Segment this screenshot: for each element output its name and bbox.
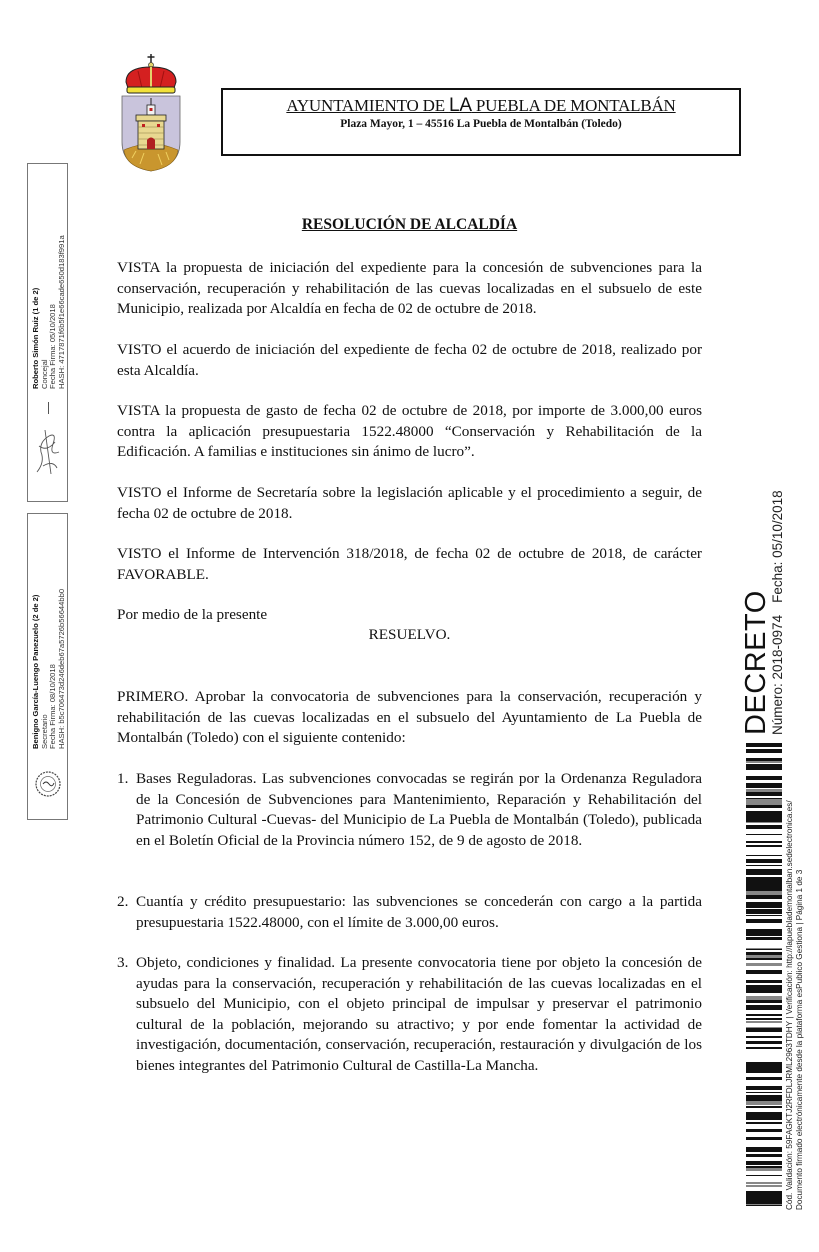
list-item: [117, 769, 702, 851]
list-text: Cuantía y crédito presupuestario: las subvenciones se concederán con cargo a la partida presupuestaria 1522.48000, con el límite de 3.000,00 euros.: [136, 893, 702, 931]
title-part: PUEBLA DE MONTALBÁN: [471, 96, 676, 115]
municipality-title: [223, 95, 739, 117]
paragraph-vista-gasto: VISTA la propuesta de gasto de fecha 02 de octubre de 2018, por importe de 3.000,00 euros contra la aplicación presupuestaria 1522.48000 “Conservación y Rehabilitación de la Edificación. A familias e instituciones sin ánimo de lucro”.: [117, 402, 702, 460]
paragraph-por-medio: Por medio de la presente: [117, 606, 268, 623]
signature-hash: HASH: 4717871f6b5f1e66cade650d183f991a: [56, 235, 66, 389]
handwritten-signature-icon: [31, 422, 65, 478]
paragraph-primero: PRIMERO. Aprobar la convocatoria de subvenciones para la conservación, recuperación y rehabilitación de las cuevas localizadas en el subsuelo del Ayuntamiento de La Puebla de Montalbán (Toledo) con el siguiente contenido:: [117, 688, 702, 746]
list-text: Bases Reguladoras. Las subvenciones convocadas se regirán por la Ordenanza Reguladora de la Concesión de Subvenciones para Mantenimiento, Reparación y Rehabilitación del Patrimonio Cultural -Cuevas- del Municipio de La Puebla de Montalbán (Toledo), publicada en el Boletín Oficial de la Provincia número 152, de 9 de agosto de 2018.: [136, 770, 702, 849]
paragraph-visto-intervencion: VISTO el Informe de Intervención 318/2018, de fecha 02 de octubre de 2018, de carácter FAVORABLE.: [117, 545, 702, 583]
paragraph-visto-secretaria: VISTO el Informe de Secretaría sobre la legislación aplicable y el procedimiento a seguir, de fecha 02 de octubre de 2018.: [117, 484, 702, 522]
signer-name: Benigno García-Luengo Panezuelo (2 de 2): [31, 594, 40, 749]
crown-icon: [126, 54, 176, 93]
resuelvo-heading: RESUELVO.: [368, 626, 451, 643]
verification-code: Cód. Validación: 59FAGKTJ2RFDLJRML2963TDHY | Verificación: http://lapuebIademontalban.sedelectronica.es/: [785, 800, 794, 1210]
signer-role: Concejal: [39, 359, 49, 389]
paragraph-vista-propuesta: VISTA la propuesta de iniciación del expediente para la concesión de subvenciones para la conservación, recuperación y rehabilitación de las cuevas localizadas en el subsuelo de este Municipio, realizada por Alcaldía en fecha de 02 de octubre de 2018.: [117, 259, 702, 317]
signature-info: [32, 589, 66, 749]
signer-name: Roberto Simón Ruiz (1 de 2): [31, 287, 40, 389]
signature-stamp-1: [27, 163, 68, 502]
verification-text: [785, 800, 804, 1210]
official-seal-icon: [34, 770, 62, 798]
signature-date: Fecha Firma: 05/10/2018: [48, 304, 58, 389]
decreto-title: DECRETO: [740, 590, 772, 735]
signature-stamp-2: [27, 513, 68, 820]
title-part: AYUNTAMIENTO DE: [286, 96, 449, 115]
coat-of-arms-logo: [118, 54, 184, 172]
paragraph-visto-acuerdo: VISTO el acuerdo de iniciación del expediente de fecha 02 de octubre de 2018, realizado por esta Alcaldía.: [117, 341, 702, 379]
signature-date: Fecha Firma: 08/10/2018: [48, 664, 58, 749]
decreto-metadata: [770, 490, 785, 735]
list-number: 1.: [117, 770, 129, 787]
signature-hash: HASH: b5c706473d246deb67a5726b56644bb0: [56, 588, 66, 749]
platform-info: Documento firmado electrónicamente desde la plataforma esPublico Gestiona | Página 1 de 3: [794, 869, 804, 1210]
separator-line: [48, 402, 49, 414]
decreto-number: Número: 2018-0974: [770, 614, 785, 735]
list-item: [117, 953, 702, 1076]
list-number: 2.: [117, 893, 129, 910]
list-text: Objeto, condiciones y finalidad. La presente convocatoria tiene por objeto la concesión de ayudas para la conservación, recuperación y rehabilitación de las cuevas localizadas en el subsuelo del Municipio, con el objeto principal de impulsar y preservar el patrimonio cultural de la población, mejorando su atractivo; y por ende fomentar la actividad de investigación, documentación, conservación, recuperación, restauración y divulgación de los bienes integrantes del Patrimonio Cultural de Castilla-La Mancha.: [136, 954, 702, 1074]
header-box: [221, 88, 741, 156]
title-la: LA: [448, 95, 472, 116]
document-title: RESOLUCIÓN DE ALCALDÍA: [301, 216, 518, 233]
signer-role: Secretario: [39, 714, 49, 749]
signature-info: [32, 235, 66, 389]
decreto-date: Fecha: 05/10/2018: [770, 490, 785, 603]
decreto-label: [741, 590, 771, 735]
list-item: [117, 892, 702, 933]
barcode-icon: [746, 743, 782, 1211]
list-number: 3.: [117, 954, 129, 971]
municipality-address: Plaza Mayor, 1 – 45516 La Puebla de Montalbán (Toledo): [340, 118, 622, 130]
